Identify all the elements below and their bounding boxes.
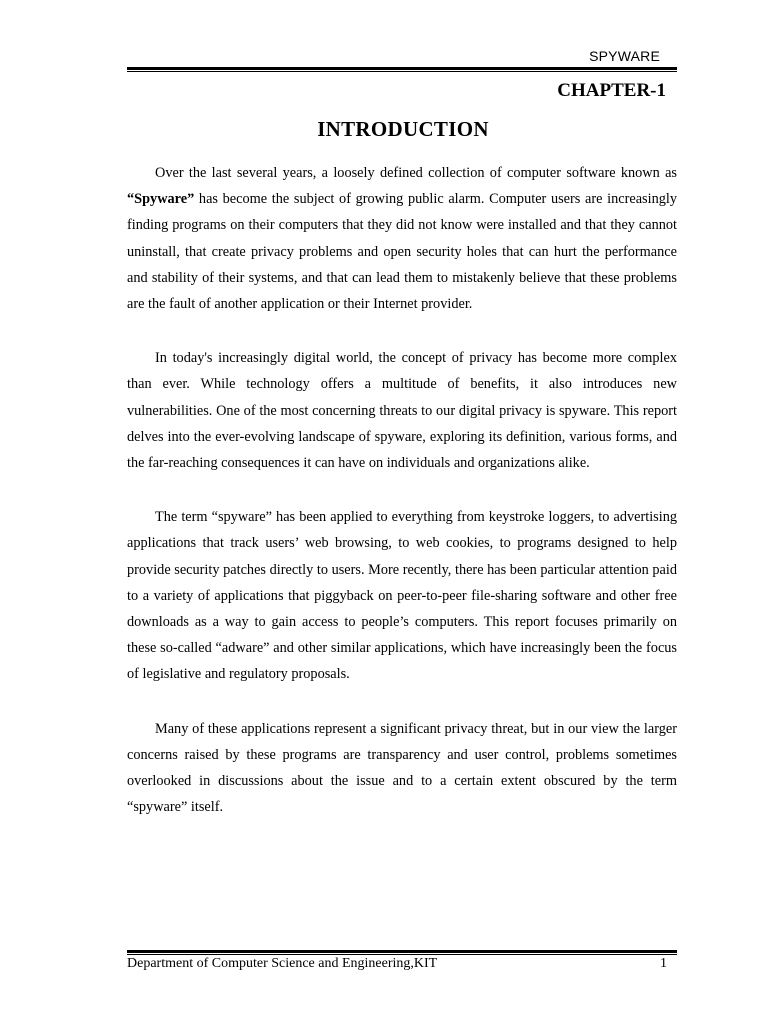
running-header: SPYWARE [589, 48, 660, 64]
body-text [127, 160, 677, 848]
chapter-label: CHAPTER-1 [557, 80, 666, 101]
paragraph-2: In today's increasingly digital world, the concept of privacy has become more complex than ever. While technology offers a multitude of benefits, it also introduces new vulnerabilities. One of the most concerning threats to our digital privacy is spyware. This report delves into the ever-evolving landscape of spyware, exploring its definition, various forms, and the far-reaching consequences it can have on individuals and organizations alike. [127, 350, 677, 472]
paragraph-1-after: has become the subject of growing public alarm. Computer users are increasingly finding programs on their computers that they did not know were installed and that they cannot uninstall, that create privacy problems and open security holes that can hurt the performance and stability of their systems, and that can lead them to mistakenly believe that these problems are the fault of another application or their Internet provider. [127, 191, 677, 313]
paragraph-1 [127, 160, 677, 317]
paragraph-1-before: Over the last several years, a loosely defined collection of computer software known as [155, 165, 677, 181]
spyware-term: “Spyware” [127, 191, 195, 208]
footer-rule [127, 950, 677, 955]
paragraph-3: The term “spyware” has been applied to everything from keystroke loggers, to advertising applications that track users’ web browsing, to web cookies, to programs designed to help provide security patches directly to users. More recently, there has been particular attention paid to a variety of applications that piggyback on peer-to-peer file-sharing software and other free downloads as a way to gain access to people’s computers. This report focuses primarily on these so-called “adware” and other similar applications, which have increasingly been the focus of legislative and regulatory proposals. [127, 509, 677, 683]
header-rule [127, 67, 677, 72]
paragraph-4: Many of these applications represent a significant privacy threat, but in our view the larger concerns raised by these programs are transparency and user control, problems sometimes overlooked in discussions about the issue and to a certain extent obscured by the term “spyware” itself. [127, 720, 677, 816]
page-number: 1 [660, 956, 667, 971]
footer-department: Department of Computer Science and Engineering,KIT [127, 956, 438, 971]
chapter-title: INTRODUCTION [317, 117, 489, 141]
